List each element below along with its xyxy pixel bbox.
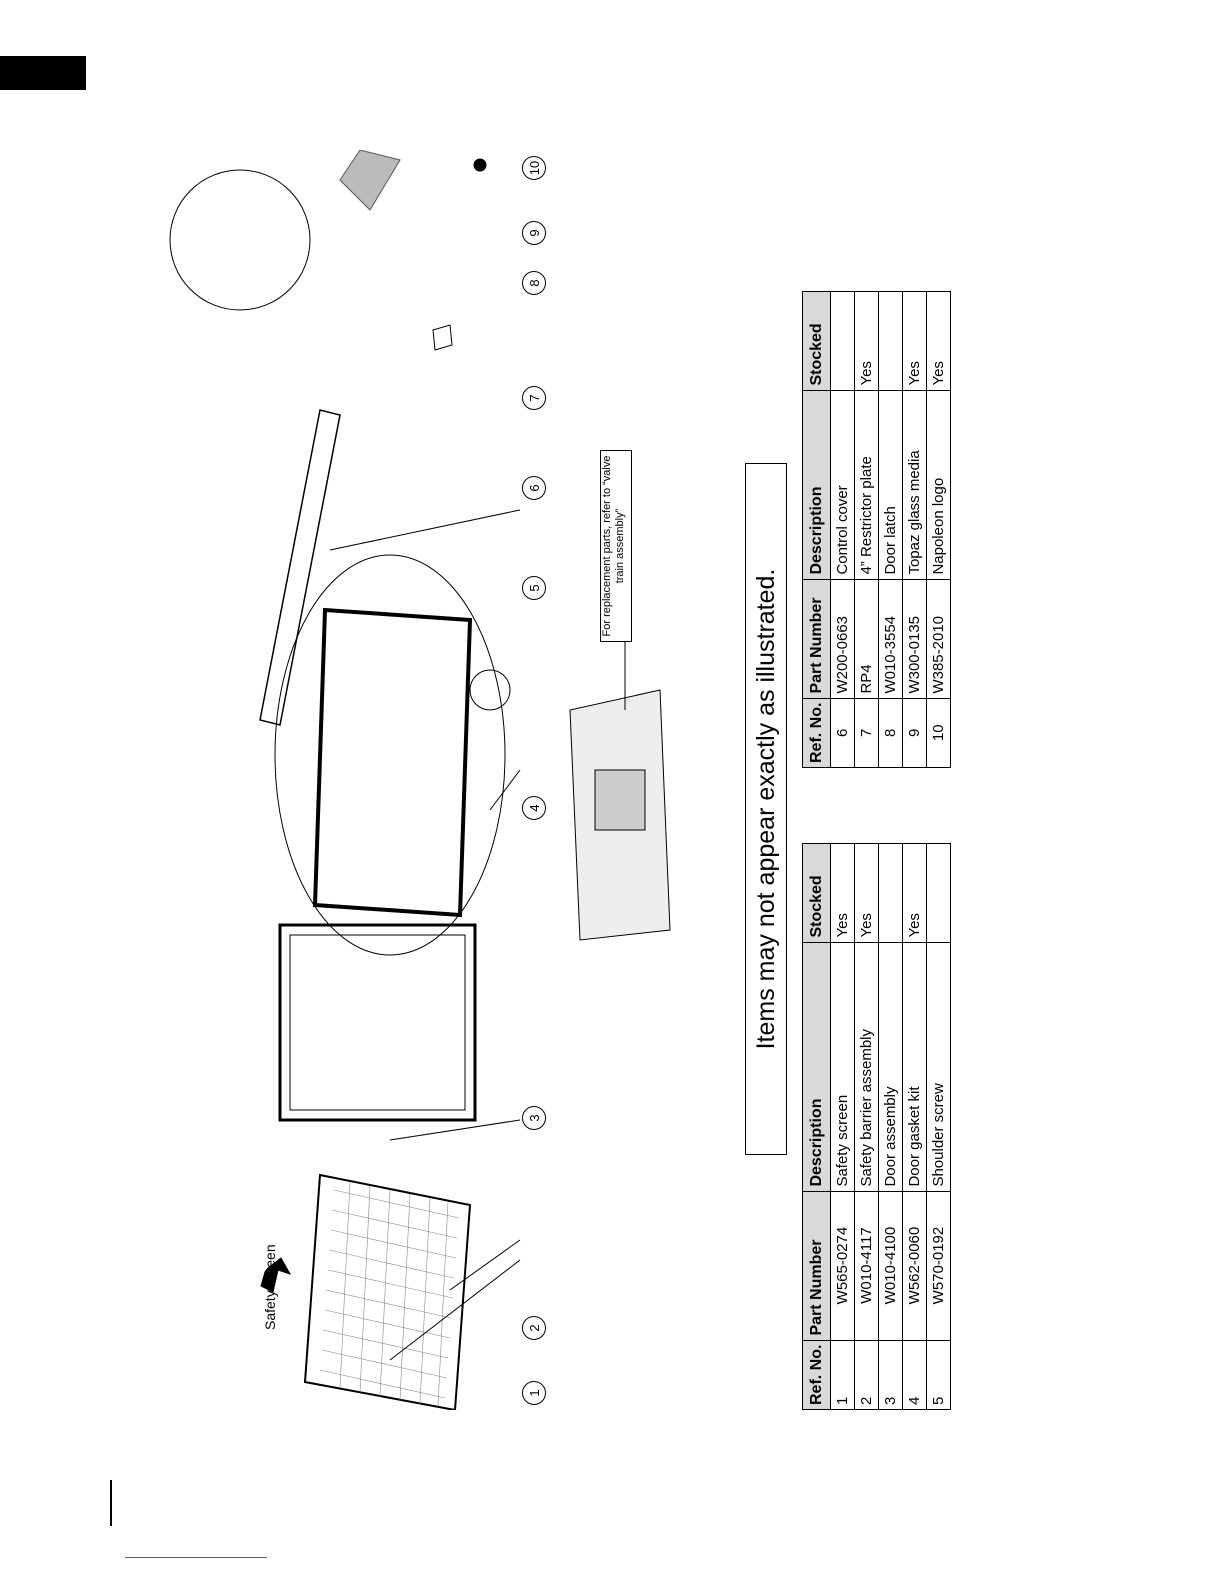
stocked-cell [831, 291, 855, 390]
desc-cell: 4” Restrictor plate [855, 390, 879, 579]
table-row [903, 843, 927, 1409]
door-gasket-drawing [275, 555, 520, 955]
callout-9: 9 [522, 221, 546, 245]
header-stocked: Stocked [803, 291, 831, 390]
ref-cell: 8 [879, 698, 903, 767]
desc-cell: Safety barrier assembly [855, 942, 879, 1191]
desc-cell: Shoulder screw [927, 942, 951, 1191]
part-cell: W300-0135 [903, 579, 927, 698]
door-latch-drawing [170, 170, 310, 310]
table-row [903, 291, 927, 767]
desc-cell: Door latch [879, 390, 903, 579]
desc-cell: Door gasket kit [903, 942, 927, 1191]
part-cell: W010-4117 [855, 1191, 879, 1340]
table-row [855, 291, 879, 767]
part-cell: W200-0663 [831, 579, 855, 698]
table-row [831, 291, 855, 767]
callout-10: 10 [522, 156, 546, 180]
callout-8: 8 [522, 271, 546, 295]
part-cell: RP4 [855, 579, 879, 698]
ref-cell: 7 [855, 698, 879, 767]
desc-cell: Topaz glass media [903, 390, 927, 579]
callout-7: 7 [522, 386, 546, 410]
valve-train-drawing [570, 640, 670, 940]
safety-screen-drawing [261, 1175, 520, 1410]
header-ref: Ref. No. [803, 698, 831, 767]
desc-cell: Safety screen [831, 942, 855, 1191]
desc-cell: Control cover [831, 390, 855, 579]
stocked-cell: Yes [927, 291, 951, 390]
ref-cell: 9 [903, 698, 927, 767]
table-row [927, 291, 951, 767]
part-cell: W562-0060 [903, 1191, 927, 1340]
desc-cell: Napoleon logo [927, 390, 951, 579]
part-cell: W010-3554 [879, 579, 903, 698]
footer-link-line [125, 1557, 267, 1558]
stocked-cell [879, 291, 903, 390]
part-cell: W010-4100 [879, 1191, 903, 1340]
napoleon-logo-drawing [474, 159, 486, 171]
restrictor-plate-drawing [433, 325, 452, 350]
header-part: Part Number [803, 579, 831, 698]
ref-cell: 10 [927, 698, 951, 767]
parts-table-1 [802, 843, 951, 1410]
table-row [879, 291, 903, 767]
header-ref: Ref. No. [803, 1340, 831, 1409]
control-cover-drawing [260, 410, 520, 725]
stocked-cell: Yes [855, 843, 879, 942]
safety-screen-label: Safety screen [262, 1244, 278, 1330]
ref-cell: 3 [879, 1340, 903, 1409]
callout-4: 4 [522, 796, 546, 820]
part-cell: W570-0192 [927, 1191, 951, 1340]
stocked-cell: Yes [831, 843, 855, 942]
stocked-cell [879, 843, 903, 942]
part-cell: W385-2010 [927, 579, 951, 698]
parts-table-2 [802, 291, 951, 768]
ref-cell: 1 [831, 1340, 855, 1409]
ref-cell: 2 [855, 1340, 879, 1409]
footer-rule [110, 1480, 112, 1526]
part-cell: W565-0274 [831, 1191, 855, 1340]
callout-2: 2 [522, 1316, 546, 1340]
glass-media-drawing [340, 150, 400, 210]
illustration-disclaimer: Items may not appear exactly as illustrated. [745, 463, 787, 1155]
stocked-cell [927, 843, 951, 942]
callout-5: 5 [522, 576, 546, 600]
shoulder-screw-drawing [470, 670, 510, 710]
door-assembly-drawing [280, 925, 520, 1140]
stocked-cell: Yes [903, 843, 927, 942]
table-row [855, 843, 879, 1409]
header-desc: Description [803, 390, 831, 579]
valve-train-note: For replacement parts, refer to “valve train assembly” [600, 450, 632, 642]
callout-3: 3 [522, 1106, 546, 1130]
header-stocked: Stocked [803, 843, 831, 942]
stocked-cell: Yes [903, 291, 927, 390]
table-row [831, 843, 855, 1409]
callout-6: 6 [522, 476, 546, 500]
header-part: Part Number [803, 1191, 831, 1340]
table-row [927, 843, 951, 1409]
page-tab-marker [0, 56, 86, 90]
parts-diagram-page [140, 150, 970, 1410]
desc-cell: Door assembly [879, 942, 903, 1191]
header-desc: Description [803, 942, 831, 1191]
table-row [879, 843, 903, 1409]
ref-cell: 5 [927, 1340, 951, 1409]
ref-cell: 6 [831, 698, 855, 767]
ref-cell: 4 [903, 1340, 927, 1409]
stocked-cell: Yes [855, 291, 879, 390]
callout-1: 1 [522, 1381, 546, 1405]
